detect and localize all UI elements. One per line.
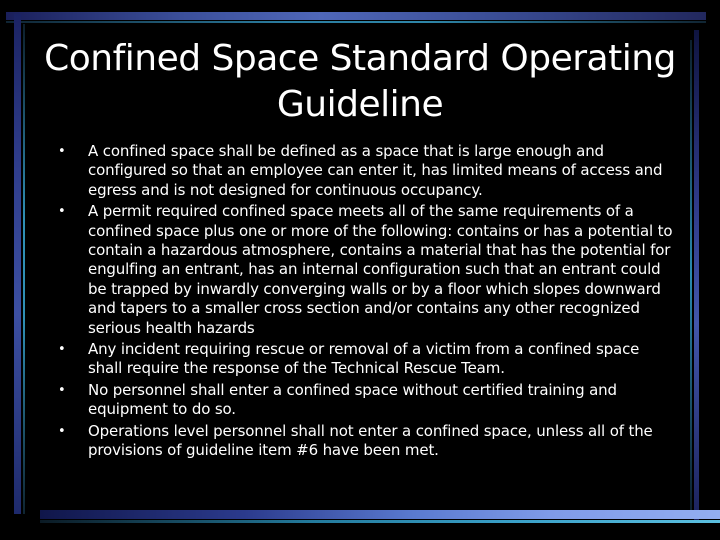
bullet-text: A confined space shall be defined as a space that is large enough and configured so that an employee can enter it, has limited means of access and egress and is not designed for continuous occupancy. <box>88 142 663 199</box>
left-decorative-bar <box>14 14 21 514</box>
bullet-marker: • <box>58 144 66 159</box>
bullet-text: Operations level personnel shall not enter a confined space, unless all of the provisions of guideline item #6 have been met. <box>88 421 653 460</box>
bullet-text: A permit required confined space meets all of the same requirements of a confined space plus one or more of the following: contains or has a potential to contain a hazardous atmosphere, contains a material that has the potential for engulfing an entrant, has an internal configuration such that an entrant could be trapped by inwardly converging walls or by a floor which slopes downward and tapers to a smaller cross section and/or contains any other recognized serious health hazards <box>88 202 673 337</box>
bullet-marker: • <box>58 204 66 220</box>
bullet-text: Any incident requiring rescue or removal of a victim from a confined space shall require the response of the Technical Rescue Team. <box>88 340 640 378</box>
right-decorative-bar <box>694 30 699 520</box>
top-decorative-line <box>6 21 706 23</box>
right-decorative-line <box>690 40 692 510</box>
top-decorative-bar <box>6 12 706 20</box>
left-decorative-line <box>23 24 25 514</box>
bullet-item <box>56 142 674 200</box>
bullet-item <box>56 340 674 379</box>
slide-title: Confined Space Standard Operating Guideline <box>44 38 676 125</box>
bullet-text: No personnel shall enter a confined space without certified training and equipment to do so. <box>88 380 617 419</box>
bullet-item <box>56 202 674 338</box>
bullet-marker: • <box>58 382 66 398</box>
bullet-marker: • <box>58 423 66 439</box>
bullet-list <box>56 142 674 463</box>
bottom-decorative-line <box>40 520 720 523</box>
bullet-item <box>56 381 674 420</box>
bullet-marker: • <box>58 342 66 358</box>
bottom-decorative-bar <box>40 510 720 519</box>
bullet-item <box>56 422 674 461</box>
